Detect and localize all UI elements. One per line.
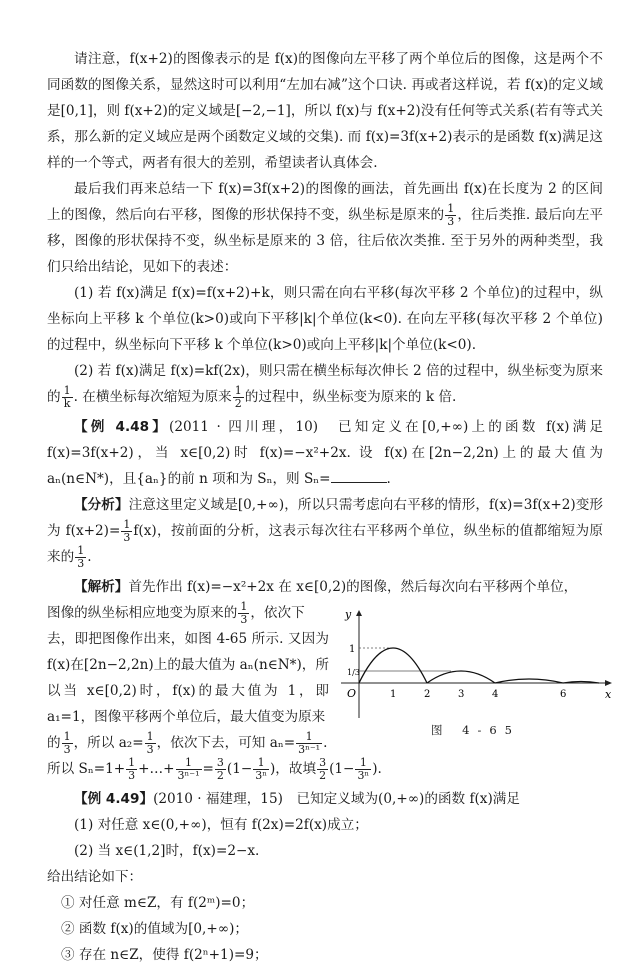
solution-block — [47, 574, 612, 782]
y-tick-third: 1/3 — [347, 668, 360, 677]
analysis-block: 【分析】注意这里定义域是[0,+∞)，所以只需考虑向右平移的情形，f(x)=3f(x+2)变形为 f(x+2)= $\frac{1}{3}$ f(x)，按前面的分析，这表示每次往右平移两个单位，纵坐标的值都缩短为原来的 $\frac{1}{3}$ . — [47, 497, 604, 570]
x-axis-arrow-icon — [605, 680, 612, 686]
paragraph-1: 请注意，f(x+2)的图像表示的是 f(x)的图像向左平移了两个单位后的图像，这是两个不同函数的图像关系，显然这时可以利用“左加右减”这个口诀. 再或者这样说，若 f(x)的定义域是[0,1]，则 f(x+2)的定义域是[−2,−1]，所以 f(x)与 f(x+2)没有任何等式关系(若有等式关系，那么新的定义域应是两个函数定义域的交集). 而 f(x)=3f(x+2)表示的是函数 f(x)满足这样的一个等式，两者有很大的差别，希望读者认真体会. — [47, 51, 603, 171]
x-tick-6: 6 — [560, 689, 567, 700]
conclusion-list — [47, 890, 603, 968]
paragraph-4: (2) 若 f(x)满足 f(x)=kf(2x)，则只需在横坐标每次伸长 2 倍的过程中，纵坐标变为原来的 $\frac{1}{k}$ . 在横坐标每次缩短为原来 $\frac{1}{2}$ 的过程中，纵坐标变为原来的 k 倍. — [47, 363, 603, 410]
fraction-one-third: $\frac{1}{3}$ — [447, 202, 455, 228]
analysis-fraction-2: $\frac{1}{3}$ — [77, 544, 85, 570]
answer-blank — [331, 470, 387, 483]
x-tick-1: 1 — [390, 689, 397, 700]
fraction-one-half: $\frac{1}{2}$ — [234, 384, 242, 410]
curve-segment-3 — [495, 679, 563, 683]
y-axis-label: y — [345, 610, 352, 621]
figure-caption: 图 4-65 — [431, 723, 520, 737]
conclusion-heading: 给出结论如下： — [47, 869, 143, 885]
function-graph — [333, 610, 613, 720]
solution-line-3: 去，即把图像作出来，如图 4-65 所示. 又因为 f(x)在[2n−2,2n)上的最大值为 aₙ(n∈N*)，所以当 x∈[0,2)时，f(x)的最大值为 1，即 a₁=1，图像平移两个单位后，最大值变为原来 — [47, 631, 329, 725]
paragraph-2-text-a: 最后我们再来总结一下 f(x)=3f(x+2)的图像的画法，首先画出 f(x)在长度为 2 的区间上的图像，然后向右平移，图像的形状保持不变，纵坐标是原来的 — [47, 181, 603, 223]
solution-line-5: 所以 Sₙ=1+ $\frac{1}{3}$ +…+ $\frac{1}{\text{3ⁿ⁻¹}}$ = $\frac{3}{2}$ (1− $\frac{1}{\text{3ⁿ}}$ )，故填 $\frac{3}{2}$ (1− $\frac{1}{\text{3ⁿ}}$ ). — [47, 756, 382, 782]
list-item: ① 对任意 m∈Z，有 f(2ᵐ)=0； — [61, 895, 255, 911]
y-tick-1: 1 — [349, 644, 356, 655]
solution-line-1: 【解析】首先作出 f(x)=−x²+2x 在 x∈[0,2)的图像，然后每次向右平移两个单位， — [74, 579, 578, 595]
x-tick-4: 4 — [492, 689, 499, 700]
solution-label: 【解析】 — [74, 579, 129, 595]
x-tick-3: 3 — [458, 689, 465, 700]
curve-segment-1 — [359, 648, 427, 683]
y-axis-arrow-icon — [356, 610, 362, 616]
paragraph-3: (1) 若 f(x)满足 f(x)=f(x+2)+k，则只需在向右平移(每次平移 2 个单位)的过程中，纵坐标向上平移 k 个单位(k>0)或向下平移|k|个单位(k<0). 在向左平移(每次平移 2 个单位)的过程中，纵坐标向下平移 k 个单位(k>0)或向上平移|k|个单位(k<0). — [47, 285, 603, 353]
figure-4-65 — [333, 610, 613, 775]
list-item: ③ 存在 n∈Z，使得 f(2ⁿ+1)=9； — [61, 947, 268, 963]
paragraph-2 — [47, 176, 603, 280]
list-item: ② 函数 f(x)的值域为[0,+∞)； — [61, 921, 248, 937]
curve-segment-2 — [427, 671, 495, 683]
x-axis-label: x — [605, 688, 612, 701]
origin-label: O — [347, 687, 357, 700]
x-tick-2: 2 — [424, 689, 431, 700]
example-4-49-label: 【例 4.49】 — [74, 791, 154, 807]
condition-2: (2) 当 x∈(1,2]时，f(x)=2−x. — [74, 843, 260, 859]
example-4-48: 【例 4.48】(2011 · 四川理，10) 已知定义在[0,+∞)上的函数 f(x)满足 f(x)=3f(x+2)，当 x∈[0,2)时 f(x)=−x²+2x. 设 f(x)在[2n−2,2n)上的最大值为 aₙ(n∈N*)，且{aₙ}的前 n 项和为 Sₙ，则 Sₙ= . — [47, 419, 603, 487]
analysis-fraction-1: $\frac{1}{3}$ — [123, 518, 131, 544]
page-content — [47, 46, 612, 968]
paragraph-2-text-b: ，往后类推. 最后向左平移，图像的形状保持不变，纵坐标是原来的 3 倍，往后依次类推. 至于另外的两种类型，我们只给出结论，见如下的表述： — [47, 207, 603, 275]
solution-line-4: 的 $\frac{1}{3}$ ，所以 a₂= $\frac{1}{3}$ ，依次下去，可知 aₙ= $\frac{1}{\text{3ⁿ⁻¹}}$ . — [47, 730, 328, 756]
example-4-48-label: 【例 4.48】 — [74, 419, 170, 435]
analysis-label: 【分析】 — [74, 497, 129, 513]
condition-1: (1) 对任意 x∈(0,+∞)，恒有 f(2x)=2f(x)成立； — [74, 817, 368, 833]
solution-line-2: 图像的纵坐标相应地变为原来的 $\frac{1}{3}$ ，依次下 — [47, 600, 305, 626]
solution-wrapped-text — [47, 600, 329, 756]
example-4-49: 【例 4.49】(2010 · 福建理，15) 已知定义域为(0,+∞)的函数 f(x)满足 — [74, 791, 520, 807]
fraction-one-k: $\frac{1}{k}$ — [63, 384, 71, 410]
